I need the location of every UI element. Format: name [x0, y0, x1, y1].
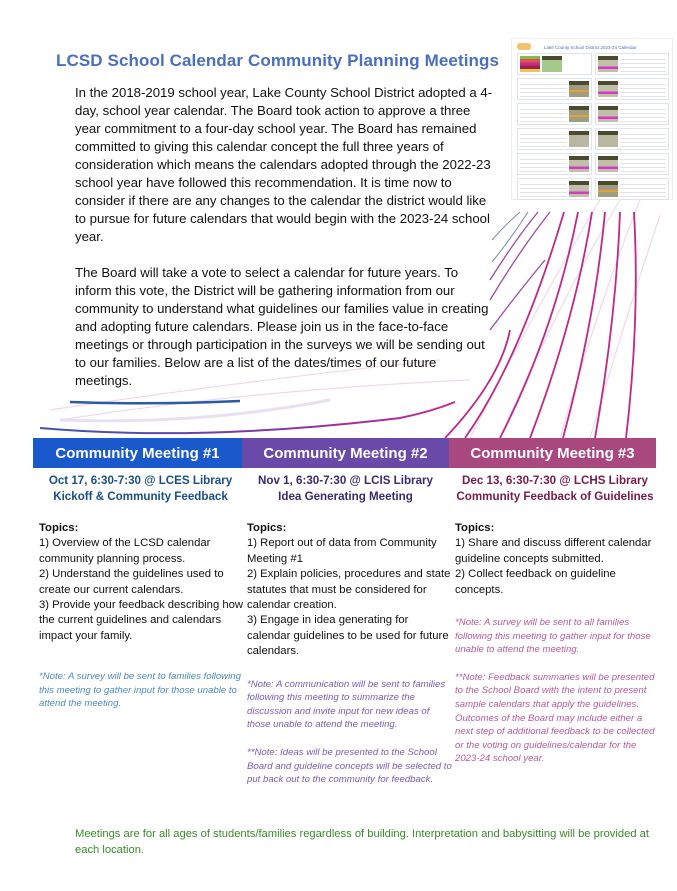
calendar-month [598, 81, 618, 97]
meeting-2-note-1: *Note: A communication will be sent to families following this meeting to summarize the discussion and invite input for new ideas of those unable to attend the meeting. [247, 678, 446, 731]
meeting-3-subtitle: Community Feedback of Guidelines [456, 490, 654, 503]
meeting-3-when-where: Dec 13, 6:30-7:30 @ LCHS Library [462, 474, 648, 487]
calendar-month-block [517, 78, 592, 100]
calendar-month-block [517, 178, 592, 200]
topic-item: 1) Overview of the LCSD calendar community planning process. [39, 537, 211, 565]
calendar-month-block [517, 103, 592, 125]
calendar-month-block [595, 178, 670, 200]
meeting-2-note-2: **Note: Ideas will be presented to the School Board and guideline concepts will be selected to put back out to the community for feedback. [247, 747, 452, 786]
calendar-thumbnail [511, 38, 673, 200]
calendar-notes [520, 156, 567, 172]
calendar-notes [620, 181, 667, 197]
calendar-month-block [595, 128, 670, 150]
page-title: LCSD School Calendar Community Planning Meetings [56, 51, 500, 70]
calendar-notes [620, 131, 667, 147]
calendar-month-block [595, 53, 670, 75]
topic-item: 1) Share and discuss different calendar guideline concepts submitted. [455, 537, 652, 565]
calendar-thumbnail-grid [517, 53, 669, 200]
topic-item: 2) Explain policies, procedures and state statutes that must be considered for calendar creation. [247, 568, 451, 612]
calendar-month [598, 181, 618, 197]
calendar-month [569, 106, 589, 122]
calendar-notes [620, 56, 667, 72]
meeting-3-column [455, 473, 660, 766]
intro-text [75, 84, 495, 390]
calendar-month [598, 156, 618, 172]
calendar-notes [520, 106, 567, 122]
calendar-month-block [595, 103, 670, 125]
meeting-2-column [247, 473, 452, 787]
topics-label: Topics: [455, 522, 495, 534]
topic-item: 3) Engage in idea generating for calendar guidelines to be used for future calendars. [247, 614, 449, 658]
topic-item: 2) Understand the guidelines used to create our current calendars. [39, 568, 224, 596]
calendar-month [569, 81, 589, 97]
topics-label: Topics: [247, 522, 287, 534]
calendar-month [598, 56, 618, 72]
calendar-month-block [517, 128, 592, 150]
calendar-month-block [595, 153, 670, 175]
topics-label: Topics: [39, 522, 79, 534]
calendar-month [569, 156, 589, 172]
meeting-1-header: Community Meeting #1 [33, 438, 242, 468]
meeting-1-column [39, 473, 244, 711]
calendar-month [569, 181, 589, 197]
topic-item: 1) Report out of data from Community Meeting #1 [247, 537, 437, 565]
calendar-notes [520, 181, 567, 197]
calendar-month [598, 106, 618, 122]
meeting-3-topics [455, 521, 660, 598]
calendar-month-block [517, 153, 592, 175]
meeting-1-subtitle: Kickoff & Community Feedback [53, 490, 228, 503]
calendar-notes [520, 81, 567, 97]
meeting-2-topics [247, 521, 452, 660]
meeting-3-note-2: **Note: Feedback summaries will be presented to the School Board with the intent to present sample calendars that apply the guidelines. Outcomes of the Board may include either a next step of additional feedback to be collected or the voting on guidelines/calendar for the 2023-24 school year. [455, 671, 655, 765]
intro-paragraph-1: In the 2018-2019 school year, Lake County School District adopted a 4-day, school year calendar. The Board took action to approve a three year commitment to a four-day school year. The Board has remained committed to giving this calendar concept the full three years of consideration which means the calendars adopted through the 2022-23 school year have followed this recommendation. It is time now to consider if there are any changes to the calendar the district would like to pursue for future calendars that would begin with the 2023-24 school year. [75, 85, 493, 244]
topic-item: 3) Provide your feedback describing how the current guidelines and calendars impact your family. [39, 599, 244, 642]
meeting-headers [33, 438, 656, 468]
calendar-notes [520, 131, 567, 147]
calendar-notes [620, 81, 667, 97]
meeting-3-note-1: *Note: A survey will be sent to all families following this meeting to gather input for those unable to attend the meeting. [455, 617, 651, 656]
calendar-thumbnail-title: Lake County School District 2023-24 Calendar [544, 45, 637, 50]
calendar-month [542, 56, 562, 72]
calendar-month [569, 131, 589, 147]
meeting-2-subtitle: Idea Generating Meeting [278, 490, 413, 503]
meeting-1-topics [39, 521, 244, 644]
calendar-month [598, 131, 618, 147]
footer-note: Meetings are for all ages of students/families regardless of building. Interpretation and babysitting will be provided at each location. [75, 828, 649, 856]
meeting-2-header: Community Meeting #2 [242, 438, 449, 468]
calendar-month-block [595, 78, 670, 100]
meeting-1-when-where: Oct 17, 6:30-7:30 @ LCES Library [48, 474, 233, 487]
topic-item: 2) Collect feedback on guideline concepts. [455, 568, 616, 596]
calendar-notes [620, 156, 667, 172]
calendar-legend [520, 56, 540, 72]
meeting-1-note: *Note: A survey will be sent to families following this meeting to gather input for those unable to attend the meeting. [39, 671, 241, 710]
calendar-month-block [517, 53, 592, 75]
meeting-3-header: Community Meeting #3 [449, 438, 656, 468]
calendar-notes [620, 106, 667, 122]
meeting-2-when-where: Nov 1, 6:30-7:30 @ LCIS Library [258, 474, 433, 487]
intro-paragraph-2: The Board will take a vote to select a calendar for future years. To inform this vote, the District will be gathering information from our community to understand what guidelines our families value in creating and adopting future calendars. Please join us in the face-to-face meetings or through participation in the surveys we will be sending out to our families. Below are a list of the dates/times of our future meetings. [75, 265, 489, 388]
district-logo-icon [517, 43, 531, 50]
